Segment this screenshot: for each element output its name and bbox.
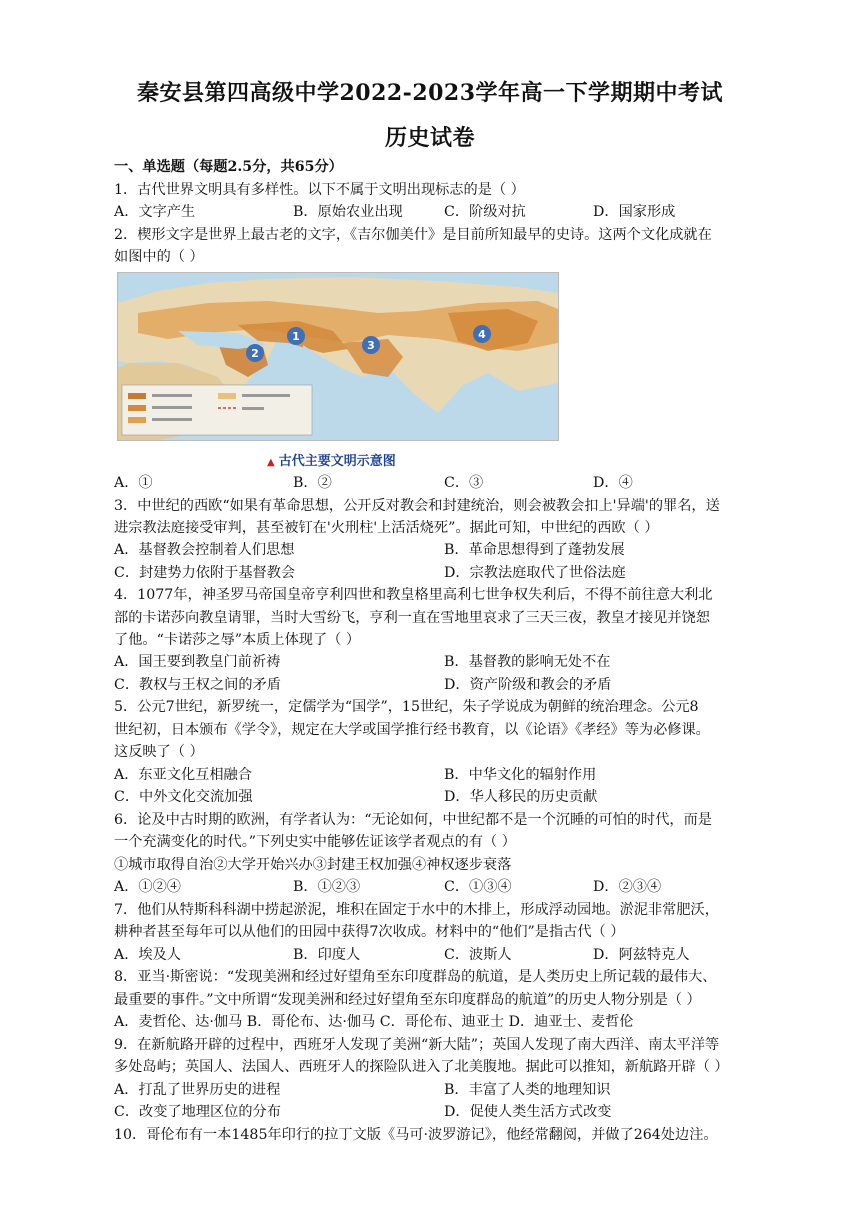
q1-option-b: B．原始农业出现	[293, 204, 403, 220]
q3-stem-line2: 进宗教法庭接受审判，甚至被钉在'火刑柱'上活活烧死”。据此可知，中世纪的西欧（ ）	[114, 520, 659, 536]
q5-stem-line3: 这反映了（ ）	[114, 744, 204, 760]
q4-stem-line3: 了他。“卡诺莎之辱”本质上体现了（ ）	[114, 632, 361, 648]
q8-stem-line2: 最重要的事件。”文中所谓“发现美洲和经过好望角至东印度群岛的航道”的历史人物分别是（ ）	[114, 992, 701, 1008]
q4-option-a: A．国王要到教皇门前祈祷	[114, 654, 281, 670]
q1-option-a: A．文字产生	[114, 204, 196, 220]
q3-option-c: C．封建势力依附于基督教会	[114, 565, 296, 581]
q5-option-a: A．东亚文化互相融合	[114, 767, 252, 783]
q4-option-c: C．教权与王权之间的矛盾	[114, 677, 281, 693]
q9-option-c: C．改变了地理区位的分布	[114, 1104, 281, 1120]
q2-stem-line2: 如图中的（ ）	[114, 249, 204, 265]
q9-stem-line2: 多处岛屿；英国人、法国人、西班牙人的探险队进入了北美腹地。据此可以推知，新航路开辟（ ）	[114, 1059, 729, 1075]
q2-option-a: A．①	[114, 475, 153, 491]
q9-option-b: B．丰富了人类的地理知识	[444, 1082, 611, 1098]
svg-text:1: 1	[292, 330, 300, 343]
q3-stem-line1: 3．中世纪的西欧“如果有革命思想，公开反对教会和封建统治，则会被教会扣上'异端'的罪名，送	[114, 498, 720, 514]
q4-option-d: D．资产阶级和教会的矛盾	[444, 677, 612, 693]
map-marker-1	[287, 327, 305, 345]
q7-option-b: B．印度人	[293, 947, 361, 963]
q4-option-b: B．基督教的影响无处不在	[444, 654, 611, 670]
q7-stem-line1: 7．他们从特斯科科湖中捞起淤泥，堆积在固定于水中的木排上，形成浮动园地。淤泥非常肥沃，	[114, 902, 719, 918]
q1-option-c: C．阶级对抗	[444, 204, 526, 220]
section-heading: 一、单选题（每题2.5分，共65分）	[114, 159, 343, 175]
q6-stem-line2: 一个充满变化的时代。”下列史实中能够佐证该学者观点的有（ ）	[114, 834, 516, 850]
q6-option-c: C．①③④	[444, 879, 512, 895]
map-marker-2	[246, 344, 264, 362]
q3-option-a: A．基督教会控制着人们思想	[114, 542, 295, 558]
civilization-map-svg	[118, 273, 558, 440]
q6-option-d: D．②③④	[593, 879, 662, 895]
q6-stem-line3: ①城市取得自治②大学开始兴办③封建王权加强④神权逐步衰落	[114, 857, 512, 873]
civilization-map	[117, 272, 559, 441]
q7-option-d: D．阿兹特克人	[593, 947, 690, 963]
q9-stem-line1: 9．在新航路开辟的过程中，西班牙人发现了美洲“新大陆”；英国人发现了南大西洋、南太平洋等	[114, 1037, 720, 1053]
q5-stem-line2: 世纪初，日本颁布《学令》，规定在大学或国学推行经书教育，以《论语》《孝经》等为必修课。	[114, 722, 710, 738]
q2-option-d: D．④	[593, 475, 633, 491]
map-caption	[267, 450, 396, 469]
q8-stem-line1: 8．亚当·斯密说：“发现美洲和经过好望角至东印度群岛的航道，是人类历史上所记载的最伟大、	[114, 969, 717, 985]
q2-option-c: C．③	[444, 475, 484, 491]
svg-text:4: 4	[478, 328, 486, 341]
q8-options: A．麦哲伦、达·伽马 B．哥伦布、达·伽马 C．哥伦布、迪亚士 D．迪亚士、麦哲伦	[114, 1014, 634, 1030]
svg-text:3: 3	[367, 339, 375, 352]
q6-option-a: A．①②④	[114, 879, 181, 895]
q5-option-d: D．华人移民的历史贡献	[444, 789, 598, 805]
q9-option-d: D．促使人类生活方式改变	[444, 1104, 612, 1120]
q5-option-c: C．中外文化交流加强	[114, 789, 253, 805]
q10-stem-line1: 10．哥伦布有一本1485年印行的拉丁文版《马可·波罗游记》，他经常翻阅，并做了264处边注。	[114, 1127, 718, 1143]
exam-subtitle: 历史试卷	[384, 125, 475, 151]
q4-stem-line2: 部的卡诺莎向教皇请罪，当时大雪纷飞，亨利一直在雪地里哀求了三天三夜，教皇才接见并饶恕	[114, 610, 710, 626]
map-marker-4	[473, 325, 491, 343]
q4-stem-line1: 4．1077年，神圣罗马帝国皇帝亨利四世和教皇格里高利七世争权失利后，不得不前往意大利北	[114, 587, 713, 603]
triangle-icon: ▲	[267, 457, 275, 468]
q5-stem-line1: 5．公元7世纪，新罗统一，定儒学为“国学”，15世纪，朱子学说成为朝鲜的统治理念。公元8	[114, 699, 699, 715]
q2-option-b: B．②	[293, 475, 332, 491]
map-legend	[122, 385, 312, 435]
q6-option-b: B．①②③	[293, 879, 361, 895]
q1-stem: 1．古代世界文明具有多样性。以下不属于文明出现标志的是（ ）	[114, 182, 525, 198]
q5-option-b: B．中华文化的辐射作用	[444, 767, 597, 783]
q9-option-a: A．打乱了世界历史的进程	[114, 1082, 281, 1098]
q2-stem-line1: 2．楔形文字是世界上最古老的文字，《吉尔伽美什》是目前所知最早的史诗。这两个文化成就在	[114, 227, 712, 243]
map-marker-3	[362, 336, 380, 354]
q7-option-c: C．波斯人	[444, 947, 512, 963]
exam-title: 秦安县第四高级中学2022-2023学年高一下学期期中考试	[136, 80, 724, 106]
q3-option-b: B．革命思想得到了蓬勃发展	[444, 542, 625, 558]
q7-option-a: A．埃及人	[114, 947, 181, 963]
svg-text:2: 2	[251, 347, 259, 360]
q1-option-d: D．国家形成	[593, 204, 676, 220]
q3-option-d: D．宗教法庭取代了世俗法庭	[444, 565, 626, 581]
q6-stem-line1: 6．论及中古时期的欧洲，有学者认为：“无论如何，中世纪都不是一个沉睡的可怕的时代，而是	[114, 812, 712, 828]
map-caption-text: 古代主要文明示意图	[278, 454, 396, 469]
q7-stem-line2: 耕种者甚至每年可以从他们的田园中获得7次收成。材料中的“他们”是指古代（ ）	[114, 924, 625, 940]
